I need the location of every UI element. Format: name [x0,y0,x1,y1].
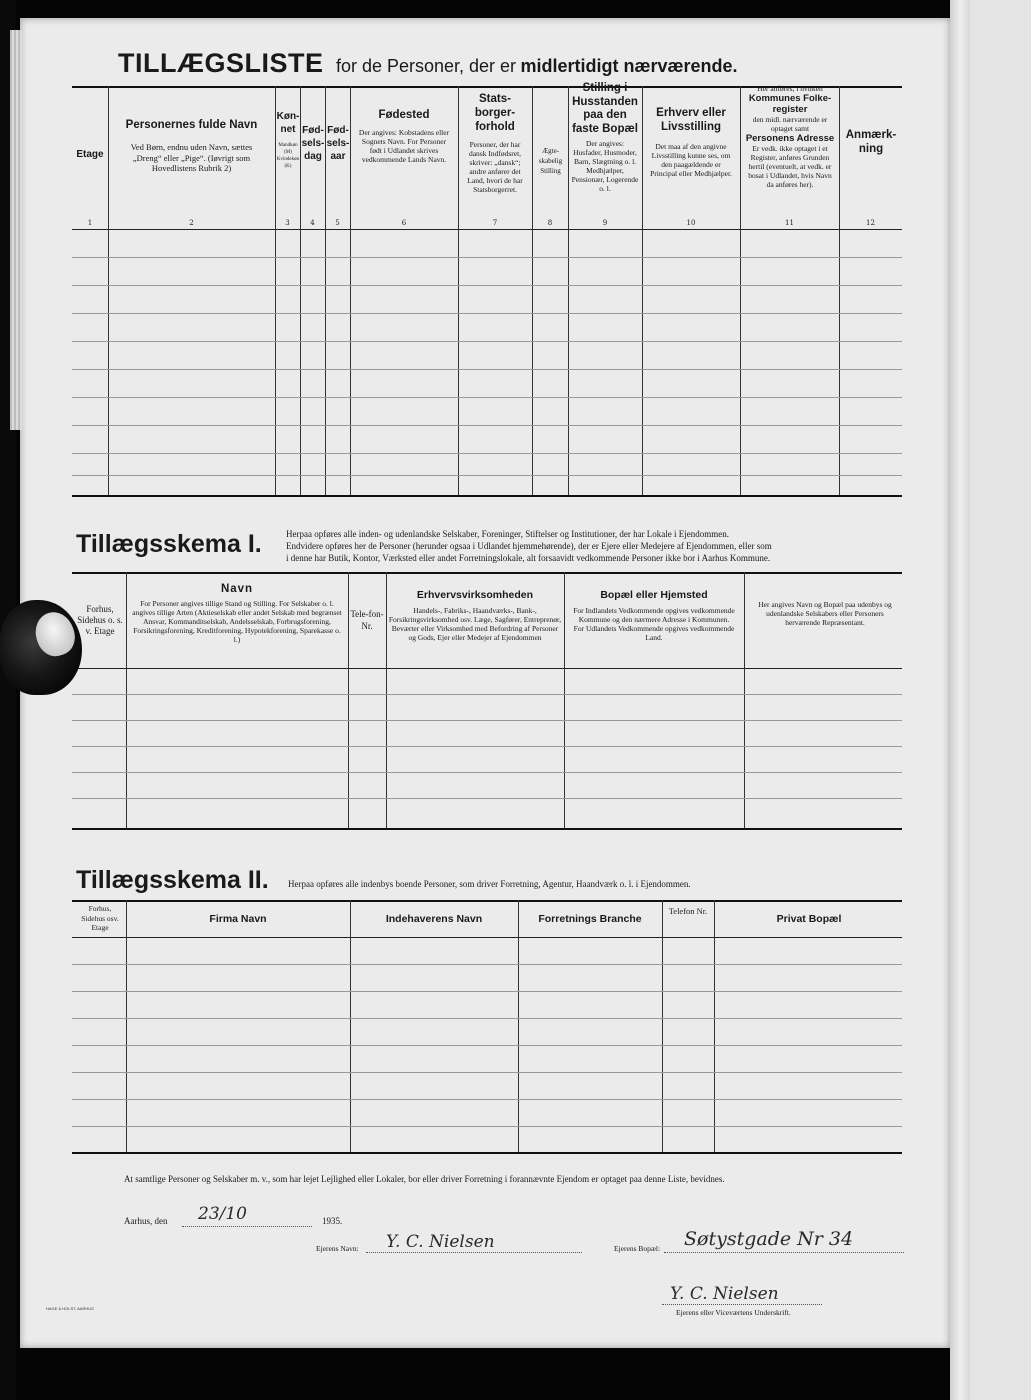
skema1-col-erhverv [388,588,562,642]
skema2-col-firma: Firma Navn [209,913,267,925]
skema1-col-bopael-head: Bopæl eller Hjemsted [600,589,708,601]
footer-owner-label: Ejerens Navn: [316,1244,359,1253]
footer-date-handwritten: 23/10 [198,1204,247,1224]
skema2-vline [126,900,127,1152]
col-statsborger-head: Stats-borger-forhold [474,93,516,133]
footer-date-line [182,1226,312,1227]
footer-signature-line [662,1304,822,1305]
skema1-col-erhverv-head: Erhvervsvirksomheden [416,589,534,601]
footer-year: 1935. [322,1216,343,1226]
footer-signature-label: Ejerens eller Viceværtens Underskrift. [676,1308,791,1317]
skema2-bottom-rule [72,1152,902,1154]
list-row-rule [72,257,902,258]
col-number: 10 [686,219,696,227]
skema1-row-rule [72,694,902,695]
list-header-rule [72,229,902,230]
list-row-rule [72,397,902,398]
col-erhverv-sub: Det maa af den angivne Livsstilling kunne ses, om den paagældende er Principal eller Medhjælper. [650,142,732,178]
footer-place-label: Aarhus, den [124,1216,168,1226]
skema2-row-rule [72,1126,902,1127]
skema2-vline [662,900,663,1152]
footer-owner-line [366,1252,582,1253]
col-erhverv-head: Erhverv eller Livsstilling [656,107,726,133]
skema2-row-rule [72,964,902,965]
list-vline [108,86,109,495]
col-koen-head: Køn-net [276,111,300,135]
col-navn-cell [110,118,273,174]
skema1-desc-line: i denne har Butik, Kontor, Værksted eller andet Forretningslokale, alt forsaavidt vedkommende Personer ikke bor i Aarhus Kommune. [286,553,771,563]
list-row-rule [72,453,902,454]
skema1-row-rule [72,746,902,747]
skema2-vline [350,900,351,1152]
skema1-col-etage: Forhus, Sidehus o. s. v. Etage [77,604,123,636]
col-register-cell [741,84,839,189]
skema1-col-erhverv-sub: Handels-, Fabriks-, Haandværks-, Bank-, Forsikringsvirksomhed osv. Læge, Sagfører, Entreprenør, Beværter eller Virksomhed med Befordring af Personer og Gods, Ejer eller Medejer af Ejendommen [388,606,562,642]
skema1-desc-line: Endvidere opføres her de Personer (herunder ogsaa i Udlandet hjemmehørende), der er Ejere eller Medejere af Ejendommen, eller som [286,541,772,551]
skema1-row-rule [72,772,902,773]
skema2-col-etage: Forhus, Sidehus osv. Etage [81,904,119,932]
form-page [20,18,950,1348]
main-title-rest-a: for de Personer, der er [335,56,517,76]
skema1-header-rule [72,668,902,669]
col-foedselsaar-head: Fød-sels-aar [326,125,350,162]
skema2-col-branche: Forretnings Branche [538,913,642,925]
skema1-bottom-rule [72,828,902,830]
skema2-vline [518,900,519,1152]
main-title-big: TILLÆGSLISTE [118,48,324,78]
page-edges [10,30,22,430]
col-koen-sub: Mandkøn (M) Kvindekøn (K) [276,143,300,169]
skema2-description: Herpaa opføres alle indenbys boende Personer, som driver Forretning, Agentur, Haandværk o. l. i Ejendommen. [288,879,691,889]
list-row-rule [72,341,902,342]
col-aegteskab-head: Ægte-skabelig Stilling [538,147,563,175]
skema1-col-telefon: Tele-fon-Nr. [350,609,384,631]
skema2-col-bopael: Privat Bopæl [776,913,842,925]
skema1-vline [126,572,127,828]
skema2-row-rule [72,1099,902,1100]
col-number: 11 [785,219,794,227]
footer-address-handwritten: Søtystgade Nr 34 [684,1228,854,1250]
col-number: 7 [492,219,498,227]
col-etage-head: Etage [76,149,104,160]
col-navn-sub: Ved Børn, endnu uden Navn, sættes „Dreng“ eller „Pige“. (Iøvrigt som Hovedlistens Rubrik 2) [130,142,253,173]
col-number: 1 [87,219,93,227]
skema2-vline [714,900,715,1152]
col-register-sub: Er vedk. ikke optaget i et Register, anføres Grunden hertil (eventuelt, at vedk. er bosat i Udlandet, hvis Navn da anføres her). [748,144,832,189]
col-foedested-sub: Der angives: Kobstadens eller Sognets Navn. For Personer født i Udlandet skrives vedkommende Lands Navn. [358,128,450,164]
col-number: 5 [335,219,340,227]
skema1-col-bopael-sub-b: For Udlandets Vedkommende opgives vedkommende Land. [573,624,735,642]
skema2-row-rule [72,991,902,992]
col-foedested-head: Fødested [378,109,430,121]
list-bottom-rule [72,495,902,497]
col-number: 4 [310,219,315,227]
skema1-col-navn-head: Navn [220,583,254,595]
col-register-head-c: den midl. nærværende er optaget samt [752,115,828,133]
skema2-row-rule [72,1018,902,1019]
skema1-row-rule [72,720,902,721]
main-title [118,48,738,79]
col-foedselsdag-head: Fød-sels-dag [301,125,325,162]
skema2-row-rule [72,1072,902,1073]
col-erhverv-cell [643,106,739,178]
col-statsborger-sub: Personer, der har dansk Indfødsret, skriver: „dansk“; andre anfører det Land, hvori de har Statsborgerret. [467,140,523,194]
col-statsborger-cell [459,92,531,194]
skema1-col-repraesentant: Her angives Navn og Bopæl paa udenbys og udenlandske Selskabers eller Personers herværende Repræsentant. [758,600,892,627]
col-register-head-d: Personens Adresse [745,133,835,144]
col-koen-cell [276,110,300,170]
col-number: 9 [602,219,608,227]
page-edge [950,0,970,1400]
col-stilling-head: Stilling i Husstanden paa den faste Bopæl [572,82,638,135]
skema1-col-navn [130,582,344,644]
col-stilling-sub: Der angives: Husfader, Husmoder, Barn, Slægtning o. l. Medhjælper, Pensionær, Logerende o. l. [571,139,639,193]
skema2-title: Tillægsskema II. [76,866,269,894]
footer-address-line [664,1252,904,1253]
skema1-title: Tillægsskema I. [76,530,262,558]
skema1-vline [348,572,349,828]
skema1-vline [386,572,387,828]
col-register-head-a: Her anføres, i hvilken [757,84,823,93]
skema1-vline [744,572,745,828]
list-row-rule [72,475,902,476]
skema1-col-bopael-sub-a: For Indlandets Vedkommende opgives vedkommende Kommune og den nærmere Adresse i Kommunen. [573,606,735,624]
list-row-rule [72,425,902,426]
skema2-col-telefon: Telefon Nr. [668,906,708,916]
skema2-col-indehaver: Indehaverens Navn [385,913,483,925]
col-stilling-cell [569,82,641,193]
footer-owner-handwritten: Y. C. Nielsen [386,1232,495,1252]
col-number: 6 [401,219,407,227]
skema1-col-bopael [568,588,740,642]
skema1-vline [564,572,565,828]
col-number: 8 [547,219,553,227]
list-row-rule [72,369,902,370]
printer-mark: HAGE & HOLST, AARHUS [46,1306,94,1311]
col-number: 2 [189,219,194,227]
footer-address-label: Ejerens Bopæl: [614,1244,661,1253]
list-row-rule [72,313,902,314]
main-title-rest-b: midlertidigt nærværende. [520,56,738,76]
skema1-row-rule [72,798,902,799]
footer-signature-handwritten: Y. C. Nielsen [670,1284,779,1304]
skema2-header-rule [72,937,902,938]
col-number: 12 [866,219,875,227]
skema2-row-rule [72,1045,902,1046]
list-row-rule [72,285,902,286]
skema1-description [286,528,906,564]
skema1-desc-line: Herpaa opføres alle inden- og udenlandske Selskaber, Foreninger, Stiftelser og Institutioner, der har Lokale i Ejendommen. [286,529,730,539]
col-navn-head: Personernes fulde Navn [125,119,258,131]
col-number: 3 [285,219,290,227]
list-vline [350,86,351,495]
skema1-top-rule [72,572,902,574]
col-anmaerkning-head: Anmærk-ning [845,129,897,155]
skema1-col-navn-sub: For Personer angives tillige Stand og Stilling. For Selskaber o. l. angives tillige Arten (Aktieselskab eller andet Selskab med begrænset Ansvar, Kommanditselskab, Andelsselskab, Forbrugsforening, Forsikringsforening, Kreditforening, Hypotekforening, Sparekasse o. l.) [132,599,342,644]
footer-attestation: At samtlige Personer og Selskaber m. v., som har lejet Lejlighed eller Lokaler, bor eller driver Forretning i forannævnte Ejendom er optaget paa denne Liste, bevidnes. [124,1174,725,1184]
col-foedested-cell [352,108,456,164]
skema2-top-rule [72,900,902,902]
col-register-head-b: Kommunes Folke-register [748,93,832,115]
